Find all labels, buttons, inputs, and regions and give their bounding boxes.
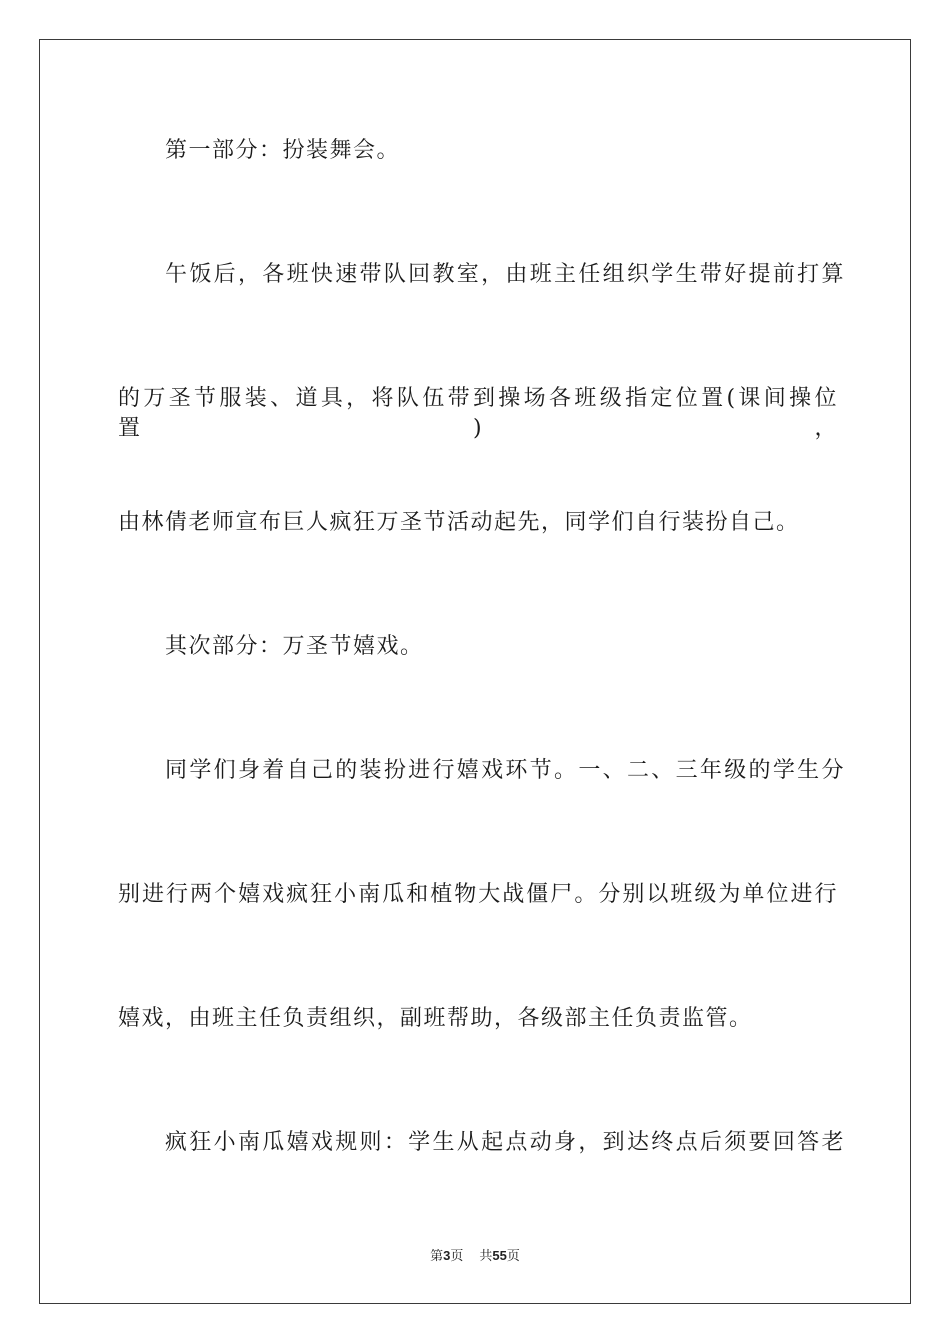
paragraph-line: 其次部分：万圣节嬉戏。 xyxy=(165,634,424,659)
paragraph-line: 疯狂小南瓜嬉戏规则：学生从起点动身，到达终点后须要回答老 xyxy=(165,1130,845,1155)
footer-page-prefix: 第 xyxy=(430,1249,444,1264)
paragraph-line: 第一部分：扮装舞会。 xyxy=(165,138,401,163)
paragraph-line: 别进行两个嬉戏疯狂小南瓜和植物大战僵尸。分别以班级为单位进行 xyxy=(118,882,838,907)
footer-total-pages: 55 xyxy=(492,1248,507,1263)
footer-total-suffix: 页 xyxy=(506,1249,520,1264)
footer-page-suffix: 页 xyxy=(450,1249,464,1264)
paragraph-line: 的万圣节服装、道具，将队伍带到操场各班级指定位置(课间操位置)， xyxy=(118,386,838,441)
footer-page-number: 3 xyxy=(443,1248,451,1263)
paragraph-line: 嬉戏，由班主任负责组织，副班帮助，各级部主任负责监管。 xyxy=(118,1006,753,1031)
footer-total-prefix: 共 xyxy=(479,1249,493,1264)
paragraph-line: 同学们身着自己的装扮进行嬉戏环节。一、二、三年级的学生分 xyxy=(165,758,845,783)
paragraph-line: 由林倩老师宣布巨人疯狂万圣节活动起先，同学们自行装扮自己。 xyxy=(118,510,800,535)
paragraph-line: 午饭后，各班快速带队回教室，由班主任组织学生带好提前打算 xyxy=(165,262,845,287)
page-footer xyxy=(0,1247,950,1266)
page-border xyxy=(39,39,911,1304)
